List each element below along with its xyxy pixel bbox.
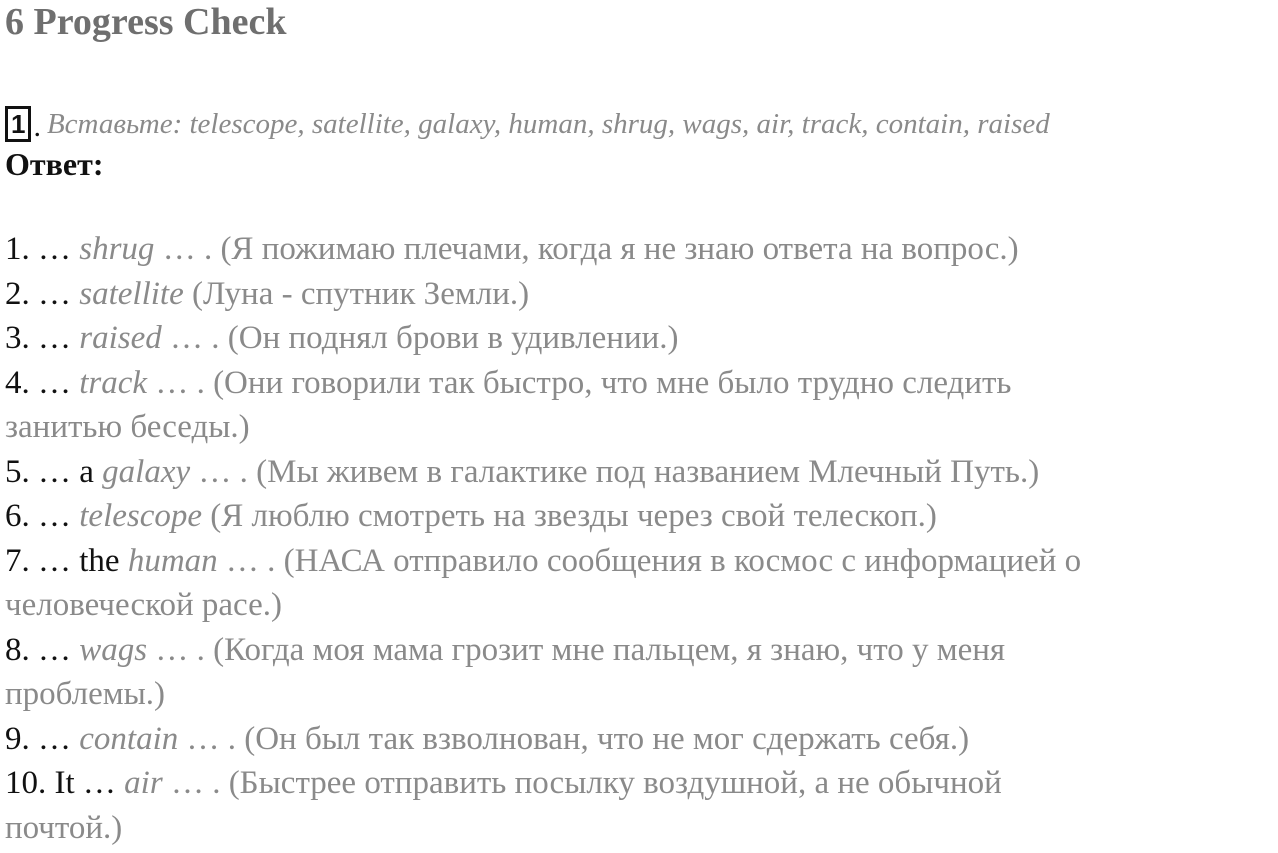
answer-word: raised bbox=[79, 320, 162, 356]
task-number-box: 1 bbox=[5, 106, 31, 142]
line-suffix: … . (Они говорили так быстро, что мне было трудно следить bbox=[147, 364, 1012, 401]
line-prefix: 4. … bbox=[5, 364, 80, 401]
line-suffix: … . (Он был так взволнован, что не мог сдержать себя.) bbox=[178, 720, 970, 757]
line-suffix: … . (Я пожимаю плечами, когда я не знаю ответа на вопрос.) bbox=[154, 231, 1019, 267]
answer-word: air bbox=[124, 765, 163, 801]
answer-line-continuation bbox=[5, 806, 1275, 851]
line-suffix: (Луна - спутник Земли.) bbox=[183, 275, 530, 312]
page-title: 6 Progress Check bbox=[5, 1, 287, 43]
line-prefix: 10. bbox=[5, 765, 55, 801]
line-extra: the bbox=[79, 542, 128, 579]
answer-line-continuation bbox=[5, 405, 1275, 450]
answer-word: galaxy bbox=[102, 453, 191, 490]
line-prefix: 6. … bbox=[5, 498, 80, 534]
line-extra: It … bbox=[54, 765, 125, 801]
answer-word: shrug bbox=[79, 231, 155, 267]
line-suffix: занитью беседы.) bbox=[5, 409, 250, 445]
answer-line bbox=[5, 361, 1275, 406]
line-prefix: 1. … bbox=[5, 231, 80, 267]
line-prefix: 3. … bbox=[5, 320, 80, 356]
answer-line bbox=[5, 761, 1275, 806]
line-prefix: 9. … bbox=[5, 720, 80, 757]
answer-word: satellite bbox=[79, 275, 184, 312]
answer-line bbox=[5, 316, 1275, 361]
line-suffix: … . (Когда моя мама грозит мне пальцем, я знаю, что у меня bbox=[147, 631, 1006, 668]
line-extra: a bbox=[79, 453, 103, 490]
line-prefix: 7. … bbox=[5, 542, 80, 579]
task-header bbox=[5, 98, 1050, 142]
line-suffix: человеческой расе.) bbox=[5, 587, 282, 623]
line-suffix: … . (НАСА отправило сообщения в космос с информацией о bbox=[217, 542, 1082, 579]
task-number-dot: . bbox=[33, 110, 41, 143]
answer-line bbox=[5, 494, 1275, 539]
answer-line bbox=[5, 450, 1275, 495]
line-prefix: 2. … bbox=[5, 275, 80, 312]
line-prefix: 5. … bbox=[5, 453, 80, 490]
answer-line bbox=[5, 717, 1275, 762]
answer-label: Ответ: bbox=[5, 146, 104, 182]
answer-word: telescope bbox=[79, 498, 203, 534]
line-suffix: … . (Он поднял брови в удивлении.) bbox=[161, 320, 679, 356]
line-suffix: почтой.) bbox=[5, 809, 123, 846]
answer-line bbox=[5, 539, 1275, 584]
answer-word: contain bbox=[79, 720, 179, 757]
answer-line bbox=[5, 628, 1275, 673]
answer-word: human bbox=[127, 542, 218, 579]
answer-line bbox=[5, 227, 1275, 272]
line-suffix: … . (Быстрее отправить посылку воздушной, а не обычной bbox=[162, 765, 1002, 801]
answer-word: track bbox=[79, 364, 148, 401]
answer-list bbox=[5, 227, 1275, 850]
answer-line bbox=[5, 272, 1275, 317]
line-suffix: … . (Мы живем в галактике под названием Млечный Путь.) bbox=[190, 453, 1040, 490]
answer-line-continuation bbox=[5, 672, 1275, 717]
answer-word: wags bbox=[79, 631, 148, 668]
line-suffix: проблемы.) bbox=[5, 676, 166, 712]
answer-line-continuation bbox=[5, 583, 1275, 628]
task-instruction: Вставьте: telescope, satellite, galaxy, human, shrug, wags, air, track, contain, raised bbox=[46, 108, 1050, 140]
line-suffix: (Я люблю смотреть на звезды через свой телескоп.) bbox=[202, 498, 937, 534]
line-prefix: 8. … bbox=[5, 631, 80, 668]
